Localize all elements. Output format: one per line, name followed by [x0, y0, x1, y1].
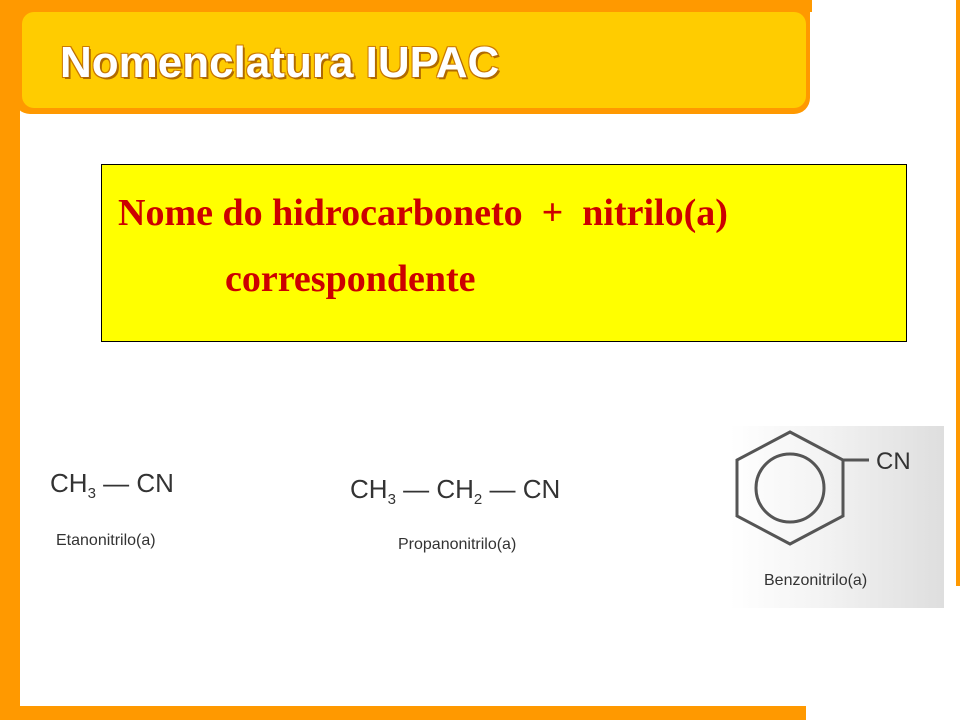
slide-frame-bottom — [0, 706, 806, 720]
page-title: Nomenclatura IUPAC — [60, 38, 500, 87]
benzene-ring-icon — [735, 428, 945, 548]
propanenitrile-name: Propanonitrilo(a) — [398, 536, 517, 553]
benzonitrile-name: Benzonitrilo(a) — [764, 572, 868, 589]
benzonitrile-substituent: CN — [876, 448, 911, 475]
naming-rule-line-1: Nome do hidrocarboneto + nitrilo(a) — [118, 192, 728, 234]
ethanenitrile-formula: $CH_3$ — CN — [50, 468, 174, 503]
naming-rule-line-2: correspondente — [225, 258, 476, 300]
naming-rule-box — [101, 164, 907, 342]
propanenitrile-formula: $CH_3$ — $CH_2$ — CN — [350, 474, 561, 509]
slide-frame-gap — [806, 706, 960, 720]
slide-frame-right — [956, 0, 960, 586]
ethanenitrile-name: Etanonitrilo(a) — [56, 532, 156, 549]
